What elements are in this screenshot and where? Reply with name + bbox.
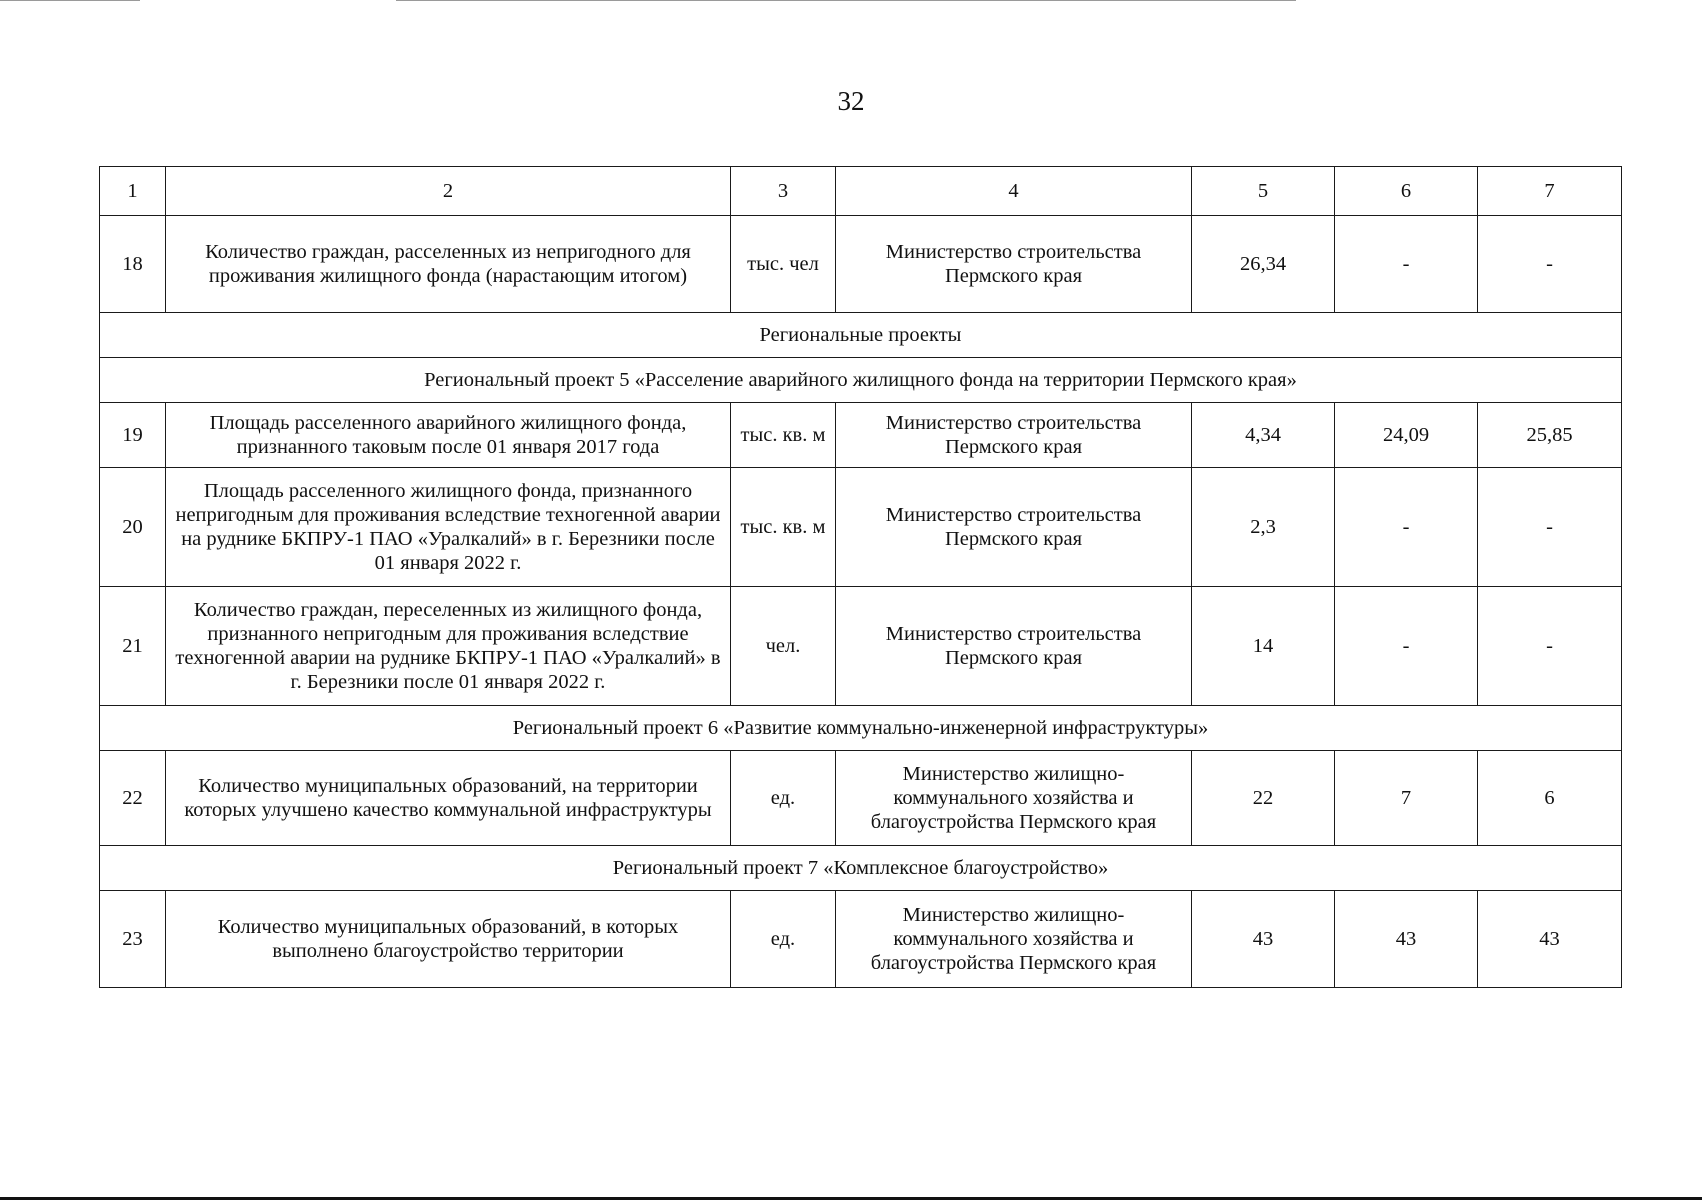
column-header: 6 bbox=[1335, 167, 1478, 216]
unit-cell: тыс. чел bbox=[731, 216, 836, 313]
indicator-name: Количество муниципальных образований, в которых выполнено благоустройство территории bbox=[166, 891, 731, 988]
indicator-name: Площадь расселенного жилищного фонда, признанного непригодным для проживания вследствие техногенной аварии на руднике БКПРУ-1 ПАО «Уралкалий» в г. Березники после 01 января 2022 г. bbox=[166, 468, 731, 587]
table-row bbox=[100, 587, 1622, 706]
indicator-name: Количество муниципальных образований, на территории которых улучшено качество коммунальной инфраструктуры bbox=[166, 751, 731, 846]
value-col6: - bbox=[1335, 216, 1478, 313]
section-row bbox=[100, 358, 1622, 403]
unit-cell: чел. bbox=[731, 587, 836, 706]
section-title-project-5: Региональный проект 5 «Расселение аварийного жилищного фонда на территории Пермского края» bbox=[100, 358, 1622, 403]
table-row bbox=[100, 216, 1622, 313]
table-row bbox=[100, 751, 1622, 846]
column-header: 1 bbox=[100, 167, 166, 216]
row-number: 19 bbox=[100, 403, 166, 468]
value-col7: 6 bbox=[1478, 751, 1622, 846]
indicators-table bbox=[99, 166, 1622, 988]
table-row bbox=[100, 468, 1622, 587]
column-header: 2 bbox=[166, 167, 731, 216]
indicator-name: Количество граждан, расселенных из непригодного для проживания жилищного фонда (нарастающим итогом) bbox=[166, 216, 731, 313]
row-number: 22 bbox=[100, 751, 166, 846]
section-title-regional-projects: Региональные проекты bbox=[100, 313, 1622, 358]
value-col7: - bbox=[1478, 468, 1622, 587]
unit-cell: ед. bbox=[731, 751, 836, 846]
top-edge-line bbox=[0, 0, 140, 1]
value-col6: 24,09 bbox=[1335, 403, 1478, 468]
unit-cell: ед. bbox=[731, 891, 836, 988]
value-col6: 43 bbox=[1335, 891, 1478, 988]
page-number: 32 bbox=[837, 86, 865, 116]
value-col5: 26,34 bbox=[1192, 216, 1335, 313]
indicator-name: Количество граждан, переселенных из жилищного фонда, признанного непригодным для проживания вследствие техногенной аварии на руднике БКПРУ-1 ПАО «Уралкалий» в г. Березники после 01 января 2022 г. bbox=[166, 587, 731, 706]
value-col7: 25,85 bbox=[1478, 403, 1622, 468]
value-col7: - bbox=[1478, 216, 1622, 313]
section-row bbox=[100, 313, 1622, 358]
column-number-row bbox=[100, 167, 1622, 216]
value-col6: 7 bbox=[1335, 751, 1478, 846]
value-col5: 4,34 bbox=[1192, 403, 1335, 468]
value-col6: - bbox=[1335, 468, 1478, 587]
column-header: 7 bbox=[1478, 167, 1622, 216]
section-title-project-6: Региональный проект 6 «Развитие коммунально-инженерной инфраструктуры» bbox=[100, 706, 1622, 751]
row-number: 18 bbox=[100, 216, 166, 313]
value-col5: 14 bbox=[1192, 587, 1335, 706]
section-row bbox=[100, 846, 1622, 891]
table-row bbox=[100, 891, 1622, 988]
unit-cell: тыс. кв. м bbox=[731, 403, 836, 468]
indicator-name: Площадь расселенного аварийного жилищного фонда, признанного таковым после 01 января 2017 года bbox=[166, 403, 731, 468]
column-header: 5 bbox=[1192, 167, 1335, 216]
responsible-org: Министерство строительства Пермского края bbox=[836, 216, 1192, 313]
column-header: 3 bbox=[731, 167, 836, 216]
value-col7: 43 bbox=[1478, 891, 1622, 988]
section-title-project-7: Региональный проект 7 «Комплексное благоустройство» bbox=[100, 846, 1622, 891]
responsible-org: Министерство строительства Пермского края bbox=[836, 403, 1192, 468]
row-number: 21 bbox=[100, 587, 166, 706]
value-col5: 2,3 bbox=[1192, 468, 1335, 587]
value-col5: 43 bbox=[1192, 891, 1335, 988]
unit-cell: тыс. кв. м bbox=[731, 468, 836, 587]
responsible-org: Министерство строительства Пермского края bbox=[836, 468, 1192, 587]
value-col5: 22 bbox=[1192, 751, 1335, 846]
table-row bbox=[100, 403, 1622, 468]
value-col7: - bbox=[1478, 587, 1622, 706]
value-col6: - bbox=[1335, 587, 1478, 706]
row-number: 23 bbox=[100, 891, 166, 988]
responsible-org: Министерство строительства Пермского края bbox=[836, 587, 1192, 706]
column-header: 4 bbox=[836, 167, 1192, 216]
top-edge-line bbox=[396, 0, 1296, 1]
section-row bbox=[100, 706, 1622, 751]
row-number: 20 bbox=[100, 468, 166, 587]
responsible-org: Министерство жилищно-коммунального хозяйства и благоустройства Пермского края bbox=[836, 891, 1192, 988]
responsible-org: Министерство жилищно-коммунального хозяйства и благоустройства Пермского края bbox=[836, 751, 1192, 846]
